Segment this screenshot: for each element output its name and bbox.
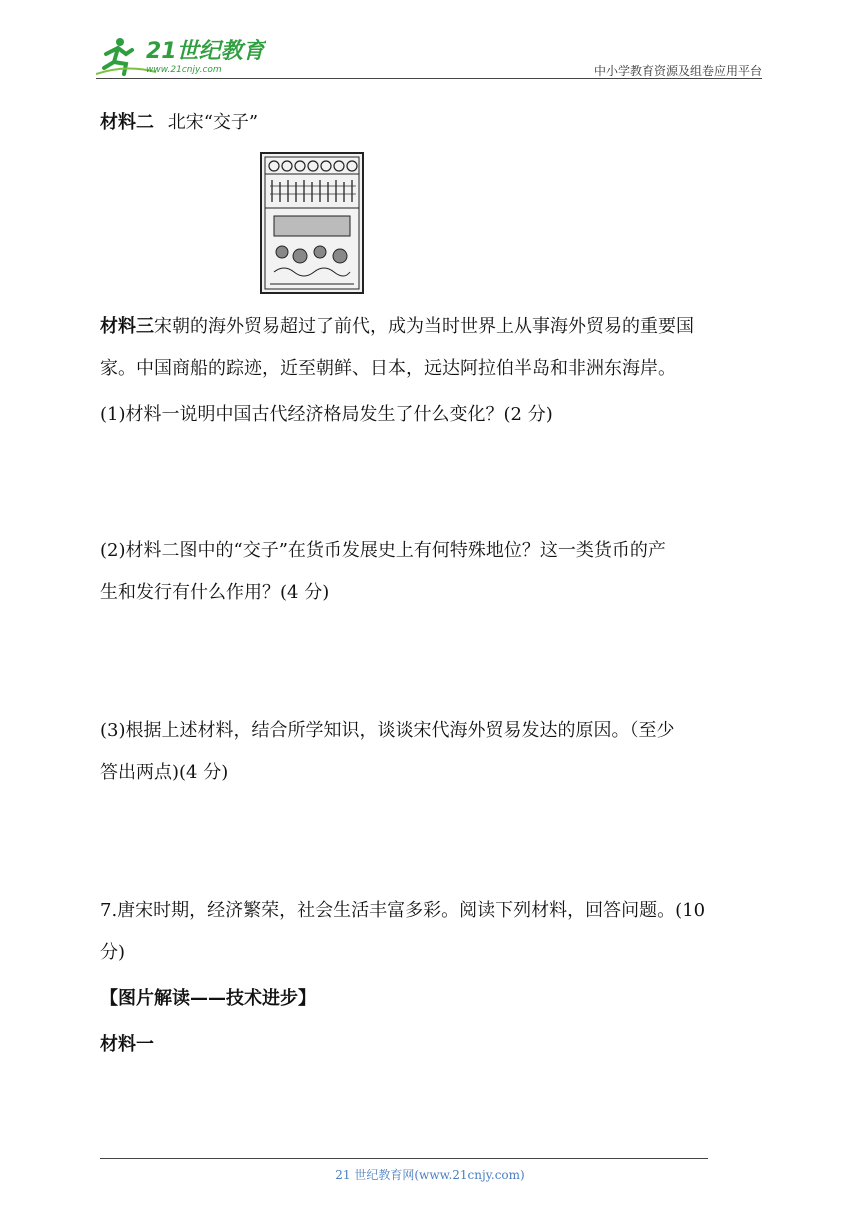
jiaozi-banknote-image [260,152,364,294]
question-3-line1: (3)根据上述材料，结合所学知识，谈谈宋代海外贸易发达的原因。（至少 [100,720,675,741]
material3-label: 材料三 [100,316,154,337]
question-7-line2: 分) [100,942,126,963]
question-7-line1: 7.唐宋时期，经济繁荣，社会生活丰富多彩。阅读下列材料，回答问题。(10 [100,900,706,921]
material2-text: 北宋“交子” [167,112,259,133]
question-3-line2: 答出两点)(4 分) [100,762,229,783]
svg-text:21世纪教育: 21世纪教育 [146,39,265,64]
material2-label: 材料二 [100,112,154,133]
site-title: 中小学教育资源及组卷应用平台 [593,64,762,78]
page-header [96,34,762,80]
material2-line [100,110,258,136]
footer-divider [100,1158,708,1159]
section-title: 【图片解读——技术进步】 [100,988,316,1009]
footer-text: 21 世纪教育网(www.21cnjy.com) [335,1168,525,1182]
material3-line1 [100,314,694,340]
material3-text-1: 宋朝的海外贸易超过了前代，成为当时世界上从事海外贸易的重要国 [154,316,694,337]
question-2-line2: 生和发行有什么作用？(4 分) [100,582,330,603]
header-divider [96,78,762,79]
material1-label: 材料一 [100,1034,154,1055]
svg-text:www.21cnjy.com: www.21cnjy.com [146,65,222,75]
question-1: (1)材料一说明中国古代经济格局发生了什么变化？(2 分) [100,404,553,425]
site-logo [96,34,266,76]
question-2-line1: (2)材料二图中的“交子”在货币发展史上有何特殊地位？这一类货币的产 [100,540,666,561]
material3-line2: 家。中国商船的踪迹，近至朝鲜、日本，远达阿拉伯半岛和非洲东海岸。 [100,358,676,379]
